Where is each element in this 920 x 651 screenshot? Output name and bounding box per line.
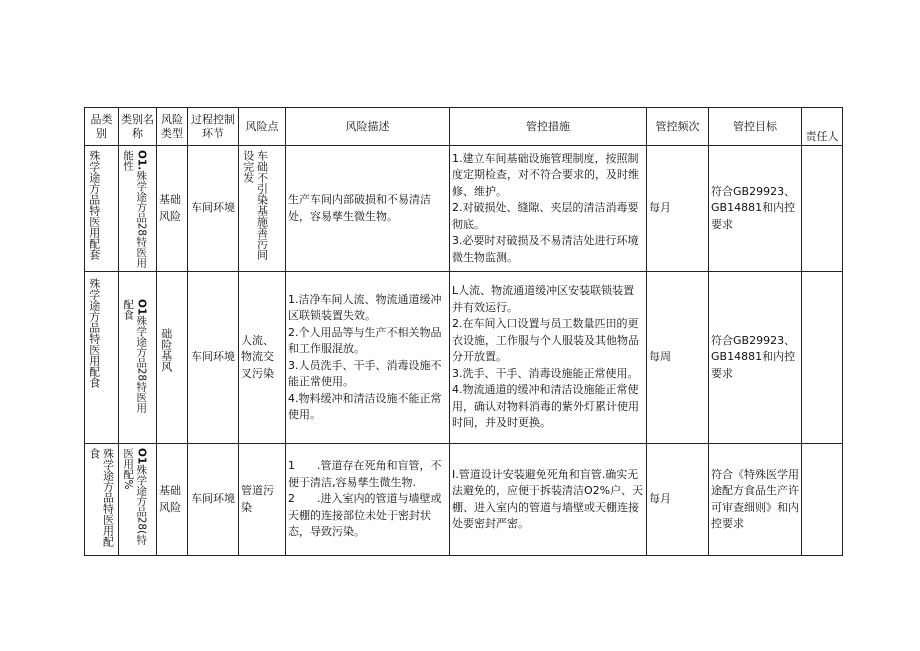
measure-item: 1.建立车间基础设施管理制度，按照制度定期检查，对不符合要求的，及时维修、维护。 (452, 151, 639, 198)
risk-desc-item: 2 .进入室内的管道与墙壁或天棚的连接部位未处于密封状态，导致污染。 (288, 492, 442, 539)
cell-category (85, 444, 119, 556)
cell-category (85, 146, 119, 272)
header-frequency (647, 108, 709, 146)
cell-risk-point (239, 146, 286, 272)
table-row (85, 146, 843, 272)
header-category-name-label: 类别名称 (121, 112, 154, 140)
measure-item: L人流、物流通道缓冲区安装联锁装置并有效运行。 (452, 284, 635, 314)
header-frequency-label: 管控频次 (655, 119, 700, 133)
cell-measures (450, 444, 647, 556)
category-name: 殊学途方品28特医用配食 (122, 298, 148, 413)
header-measures-label: 管控措施 (526, 119, 570, 133)
risk-desc-item: 1.洁净车间人流、物流通道缓冲区联锁装置失效。 (288, 292, 442, 322)
cell-risk-type (157, 272, 188, 444)
category-name-text (121, 299, 147, 417)
cell-risk-point: 管道污染 (239, 444, 286, 556)
risk-control-table (84, 107, 843, 556)
header-owner (802, 108, 843, 146)
cell-category-name (119, 444, 157, 556)
category-name-text (121, 150, 147, 268)
cell-risk-desc: 生产车间内部破损和不易清洁处，容易孳生微生物。 (286, 146, 450, 272)
table-row (85, 272, 843, 444)
measure-item: 3.洗手、干手、消毒设施能正常使用。 (452, 366, 639, 380)
risk-point-text: 车础不引染基施善污间设完发 (241, 149, 269, 260)
cell-target: 符合《特殊医学用途配方食品生产许可审查细则》和内控要求 (709, 444, 802, 556)
cell-measures (450, 146, 647, 272)
category-name: 殊学途方品28特医用能性 (122, 149, 148, 268)
cell-category-name (119, 272, 157, 444)
category-code: O1. (135, 149, 148, 170)
table-header-row (85, 108, 843, 146)
cell-owner (802, 272, 843, 444)
category-code: O1 (135, 298, 148, 315)
header-category-label: 品类别 (90, 112, 113, 140)
header-process (188, 108, 239, 146)
category-code: O1 (135, 447, 148, 464)
category-text: 殊学途方品特医用配套 (87, 149, 101, 260)
category-name: 殊学途方品28(特医用配% (122, 447, 148, 545)
measure-item: 4.物流通道的缓冲和清洁设施能正常使用，确认对物料消毒的紫外灯累计使用时间，并及时更换。 (452, 383, 639, 430)
header-measures (450, 108, 647, 146)
risk-desc-item: 4.物料缓冲和清洁设施不能正常使用。 (288, 391, 442, 421)
cell-measures (450, 272, 647, 444)
header-target (709, 108, 802, 146)
cell-process: 车间环境 (188, 272, 239, 444)
header-process-label: 过程控制环节 (191, 112, 235, 140)
risk-control-sheet (84, 107, 842, 556)
risk-type-text: 础险基风 (159, 327, 173, 372)
header-risk-point-label: 风险点 (245, 119, 279, 133)
cell-category-name (119, 146, 157, 272)
cell-target: 符合GB29923、GB14881和内控要求 (709, 272, 802, 444)
header-owner-label: 责任人 (805, 130, 839, 144)
cell-target: 符合GB29923、GB14881和内控要求 (709, 146, 802, 272)
category-text: 殊学途方品特医用配食 (87, 277, 101, 388)
header-target-label: 管控目标 (733, 119, 777, 133)
cell-frequency: 每月 (647, 146, 709, 272)
cell-frequency: 每月 (647, 444, 709, 556)
category-text: 殊学途方品特医用配食 (87, 447, 115, 547)
category-name-text (121, 448, 147, 552)
cell-process: 车间环境 (188, 444, 239, 556)
measure-item: 2.在车间入口设置与员工数量匹田的更衣设施，工作服与个人服装及其他物品分开放置。 (452, 317, 639, 364)
cell-frequency: 每周 (647, 272, 709, 444)
measure-item: 2.对破损处、缝隙、夹层的清洁消毒要彻底。 (452, 201, 639, 231)
cell-risk-type: 基础风险 (157, 146, 188, 272)
cell-risk-point: 人流、物流交叉污染 (239, 272, 286, 444)
header-risk-type-label: 风险类型 (161, 112, 183, 140)
risk-desc-item: 3.人员洗手、干手、消毒设施不能正常使用。 (288, 358, 442, 388)
cell-risk-desc (286, 444, 450, 556)
cell-category (85, 272, 119, 444)
header-category (85, 108, 119, 146)
header-risk-desc (286, 108, 450, 146)
cell-owner (802, 444, 843, 556)
header-category-name (119, 108, 157, 146)
header-risk-type (157, 108, 188, 146)
header-risk-point (239, 108, 286, 146)
cell-owner (802, 146, 843, 272)
header-risk-desc-label: 风险描述 (345, 119, 390, 133)
cell-risk-desc (286, 272, 450, 444)
risk-desc-item: 1 .管道存在死角和盲管，不便于清洁,容易孳生微生物. (288, 459, 442, 489)
cell-risk-type: 基础风险 (157, 444, 188, 556)
measure-item: 3.必要时对破损及不易清洁处进行环境微生物监测。 (452, 234, 639, 264)
cell-process: 车间环境 (188, 146, 239, 272)
measure-item: I.管道设计安装避免死角和盲管.确实无法避免的，应便于拆装清洁O2%户、天棚、进入室内的管道与墙壁或天棚连接处要密封严密。 (452, 467, 644, 530)
risk-desc-item: 2.个人用品等与生产不相关物品和工作服混放。 (288, 325, 442, 355)
table-row (85, 444, 843, 556)
